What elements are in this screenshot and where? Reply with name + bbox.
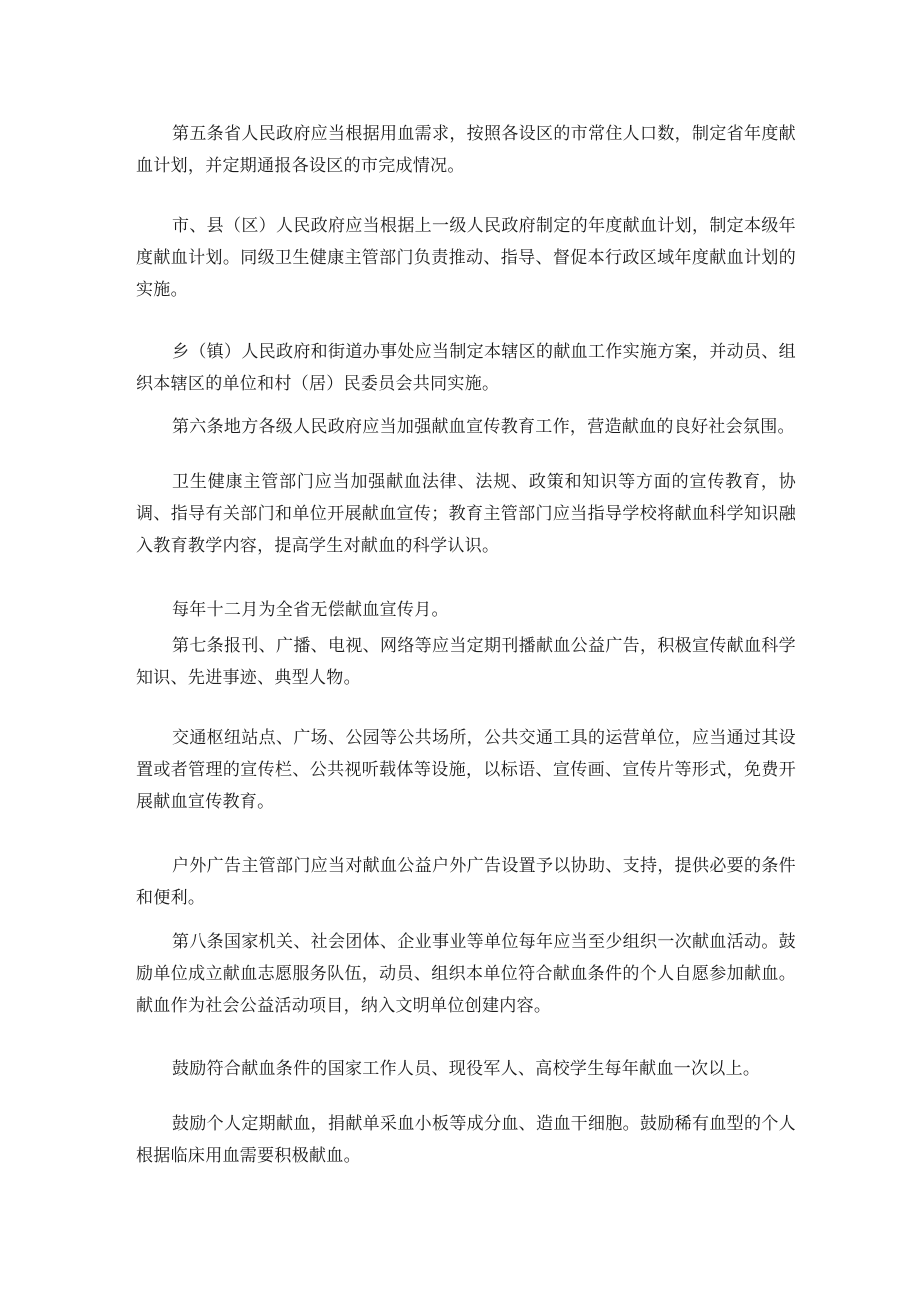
paragraph-public-places: 交通枢纽站点、广场、公园等公共场所，公共交通工具的运营单位，应当通过其设置或者管理的宣传栏、公共视听载体等设施，以标语、宣传画、宣传片等形式，免费开展献血宣传教育。 [136, 728, 796, 812]
paragraph-city-county-plan: 市、县（区）人民政府应当根据上一级人民政府制定的年度献血计划，制定本级年度献血计划。同级卫生健康主管部门负责推动、指导、督促本行政区域年度献血计划的实施。 [136, 216, 796, 300]
paragraph-encourage-staff: 鼓励符合献血条件的国家工作人员、现役军人、高校学生每年献血一次以上。 [172, 1059, 761, 1079]
paragraph-outdoor-ads: 户外广告主管部门应当对献血公益户外广告设置予以协助、支持，提供必要的条件和便利。 [136, 856, 796, 908]
paragraph-publicity-month: 每年十二月为全省无偿献血宣传月。 [172, 600, 449, 620]
paragraph-township-plan: 乡（镇）人民政府和街道办事处应当制定本辖区的献血工作实施方案，并动员、组织本辖区的单位和村（居）民委员会共同实施。 [136, 342, 796, 394]
paragraph-article-7: 第七条报刊、广播、电视、网络等应当定期刊播献血公益广告，积极宣传献血科学知识、先进事迹、典型人物。 [136, 636, 796, 688]
paragraph-encourage-individuals: 鼓励个人定期献血，捐献单采血小板等成分血、造血干细胞。鼓励稀有血型的个人根据临床用血需要积极献血。 [136, 1114, 796, 1166]
paragraph-health-education: 卫生健康主管部门应当加强献血法律、法规、政策和知识等方面的宣传教育，协调、指导有关部门和单位开展献血宣传；教育主管部门应当指导学校将献血科学知识融入教育教学内容，提高学生对献血的科学认识。 [136, 472, 796, 556]
paragraph-article-6: 第六条地方各级人民政府应当加强献血宣传教育工作，营造献血的良好社会氛围。 [172, 417, 795, 437]
paragraph-article-5: 第五条省人民政府应当根据用血需求，按照各设区的市常住人口数，制定省年度献血计划，并定期通报各设区的市完成情况。 [136, 124, 796, 176]
paragraph-article-8: 第八条国家机关、社会团体、企业事业等单位每年应当至少组织一次献血活动。鼓励单位成立献血志愿服务队伍，动员、组织本单位符合献血条件的个人自愿参加献血。献血作为社会公益活动项目，纳入文明单位创建内容。 [136, 932, 796, 1016]
